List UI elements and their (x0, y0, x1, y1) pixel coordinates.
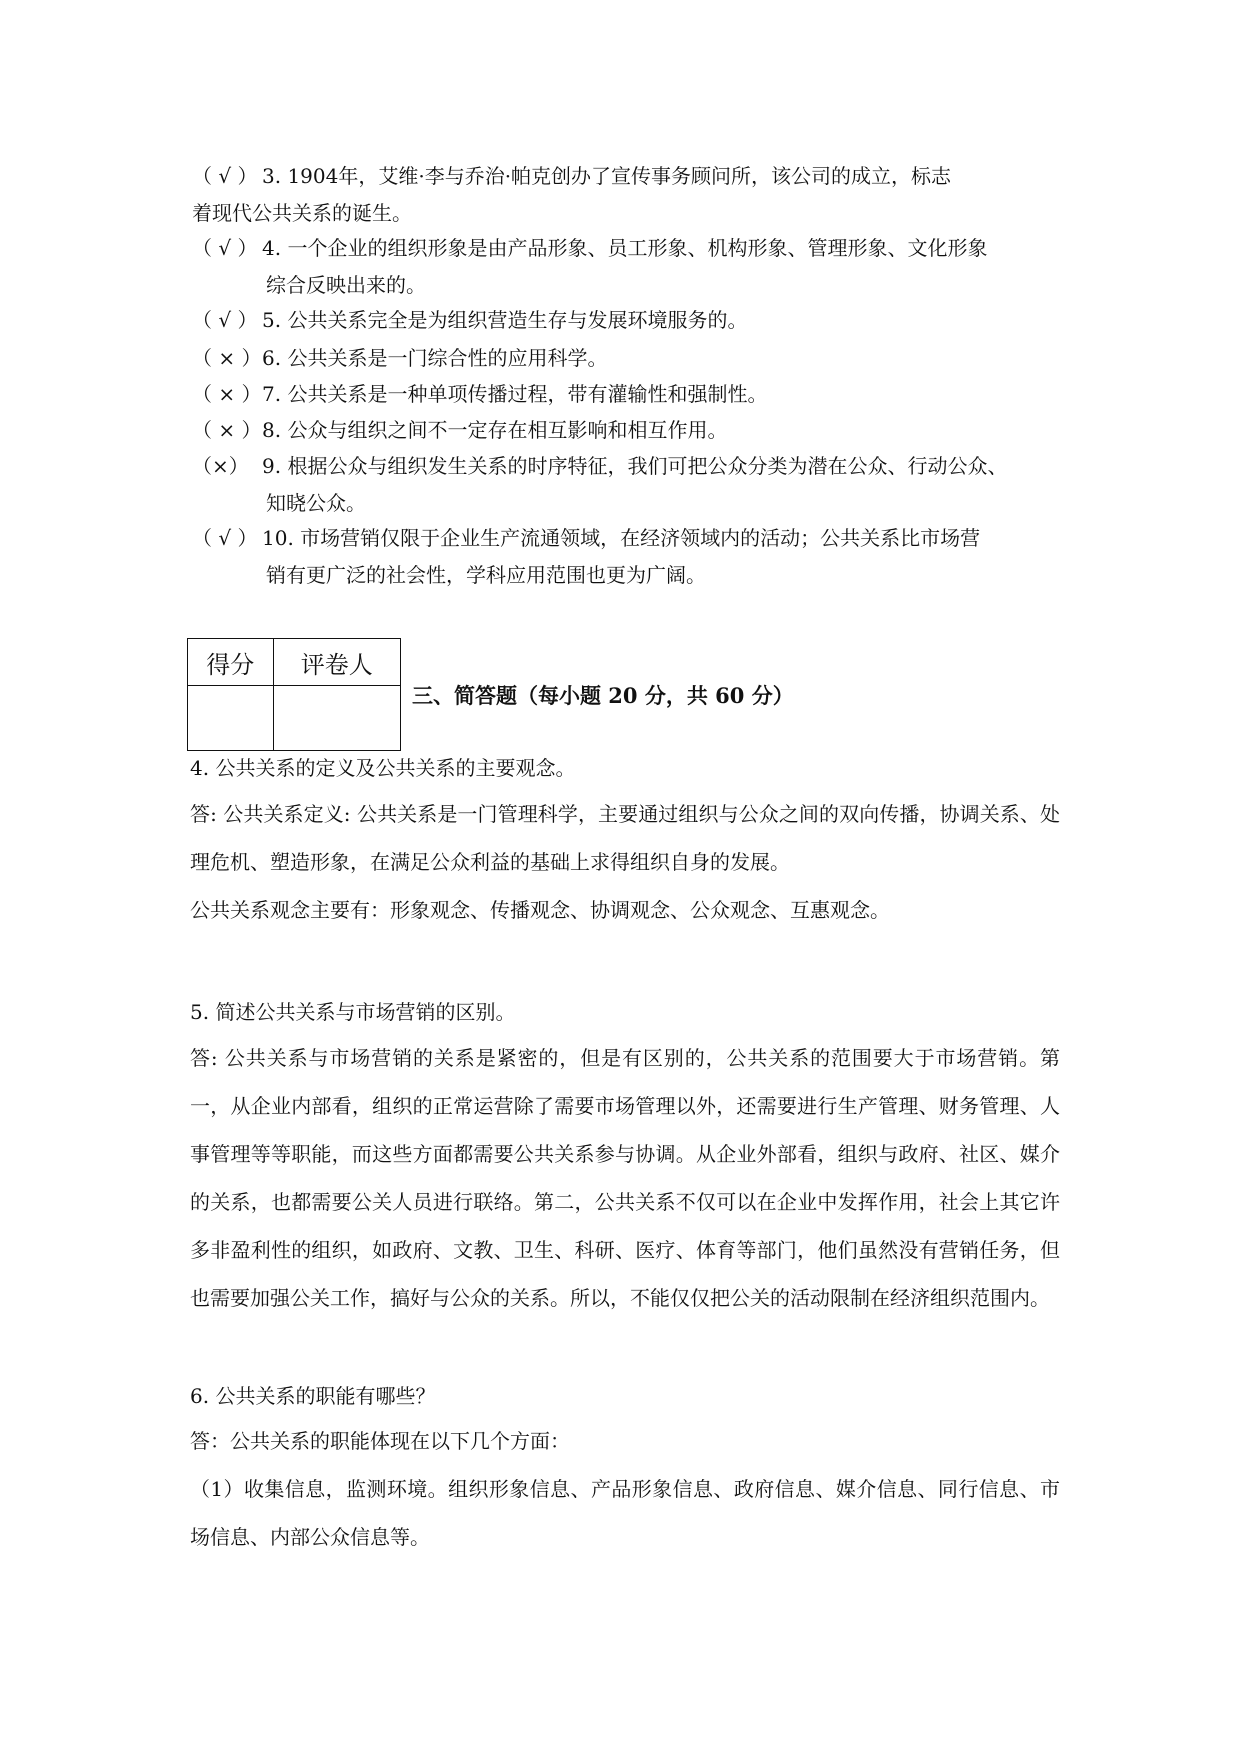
answer-5: 答: 公共关系与市场营销的关系是紧密的，但是有区别的，公共关系的范围要大于市场营销。第一，从企业内部看，组织的正常运营除了需要市场管理以外，还需要进行生产管理、财务管理、人事管理等等职能，而这些方面都需要公共关系参与协调。从企业外部看，组织与政府、社区、媒介的关系，也都需要公关人员进行联络。第二，公共关系不仅可以在企业中发挥作用，社会上其它许多非盈利性的组织，如政府、文教、卫生、科研、医疗、体育等部门，他们虽然没有营销任务，但也需要加强公关工作，搞好与公众的关系。所以，不能仅仅把公关的活动限制在经济组织范围内。 (190, 1046, 1060, 1310)
statement-continuation: 综合反映出来的。 (266, 273, 426, 297)
answer-mark: （×） (192, 454, 249, 478)
true-false-item (192, 302, 1072, 339)
answer-6: 答：公共关系的职能体现在以下几个方面： (190, 1429, 570, 1453)
true-false-item (192, 340, 1072, 377)
statement-text: 5. 公共关系完全是为组织营造生存与发展环境服务的。 (262, 308, 748, 332)
statement-text: 8. 公众与组织之间不一定存在相互影响和相互作用。 (262, 418, 728, 442)
statement-continuation: 知晓公众。 (266, 491, 366, 515)
answer-mark: （ × ） (192, 418, 262, 442)
score-table (187, 638, 401, 751)
answer-4: 答: 公共关系定义: 公共关系是一门管理科学，主要通过组织与公众之间的双向传播，协调关系、处理危机、塑造形象，在满足公众利益的基础上求得组织自身的发展。 (190, 802, 1060, 874)
statement-text: 3. 1904年，艾维·李与乔治·帕克创办了宣传事务顾问所，该公司的成立，标志 (262, 164, 952, 188)
answer-mark: （ × ） (192, 382, 262, 406)
grader-cell (273, 686, 400, 751)
answer-mark: （ × ） (192, 346, 262, 370)
score-header: 得分 (188, 639, 274, 686)
grader-header: 评卷人 (273, 639, 400, 686)
true-false-item (192, 412, 1072, 449)
true-false-item (192, 230, 1072, 304)
question-4: 4. 公共关系的定义及公共关系的主要观念。 (190, 756, 576, 780)
answer-mark: （ √ ） (192, 164, 258, 188)
answer-6-item-1: （1）收集信息，监测环境。组织形象信息、产品形象信息、政府信息、媒介信息、同行信息、市场信息、内部公众信息等。 (190, 1477, 1060, 1549)
statement-continuation: 销有更广泛的社会性，学科应用范围也更为广阔。 (266, 563, 706, 587)
true-false-item (192, 158, 1072, 232)
true-false-item (192, 448, 1072, 522)
statement-text: 4. 一个企业的组织形象是由产品形象、员工形象、机构形象、管理形象、文化形象 (262, 236, 988, 260)
question-5: 5. 简述公共关系与市场营销的区别。 (190, 1000, 516, 1024)
statement-text: 9. 根据公众与组织发生关系的时序特征，我们可把公众分类为潜在公众、行动公众、 (262, 454, 1008, 478)
answer-mark: （ √ ） (192, 308, 258, 332)
statement-text: 10. 市场营销仅限于企业生产流通领域，在经济领域内的活动；公共关系比市场营 (262, 526, 981, 550)
statement-text: 7. 公共关系是一种单项传播过程，带有灌输性和强制性。 (262, 382, 768, 406)
true-false-item (192, 376, 1072, 413)
statement-continuation: 着现代公共关系的诞生。 (192, 201, 412, 225)
score-cell (188, 686, 274, 751)
answer-mark: （ √ ） (192, 526, 258, 550)
section-title: 三、简答题（每小题 20 分，共 60 分） (412, 683, 794, 708)
answer-4-concepts: 公共关系观念主要有：形象观念、传播观念、协调观念、公众观念、互惠观念。 (190, 898, 890, 922)
question-6: 6. 公共关系的职能有哪些？ (190, 1384, 436, 1408)
statement-text: 6. 公共关系是一门综合性的应用科学。 (262, 346, 608, 370)
true-false-item (192, 520, 1072, 594)
answer-mark: （ √ ） (192, 236, 258, 260)
